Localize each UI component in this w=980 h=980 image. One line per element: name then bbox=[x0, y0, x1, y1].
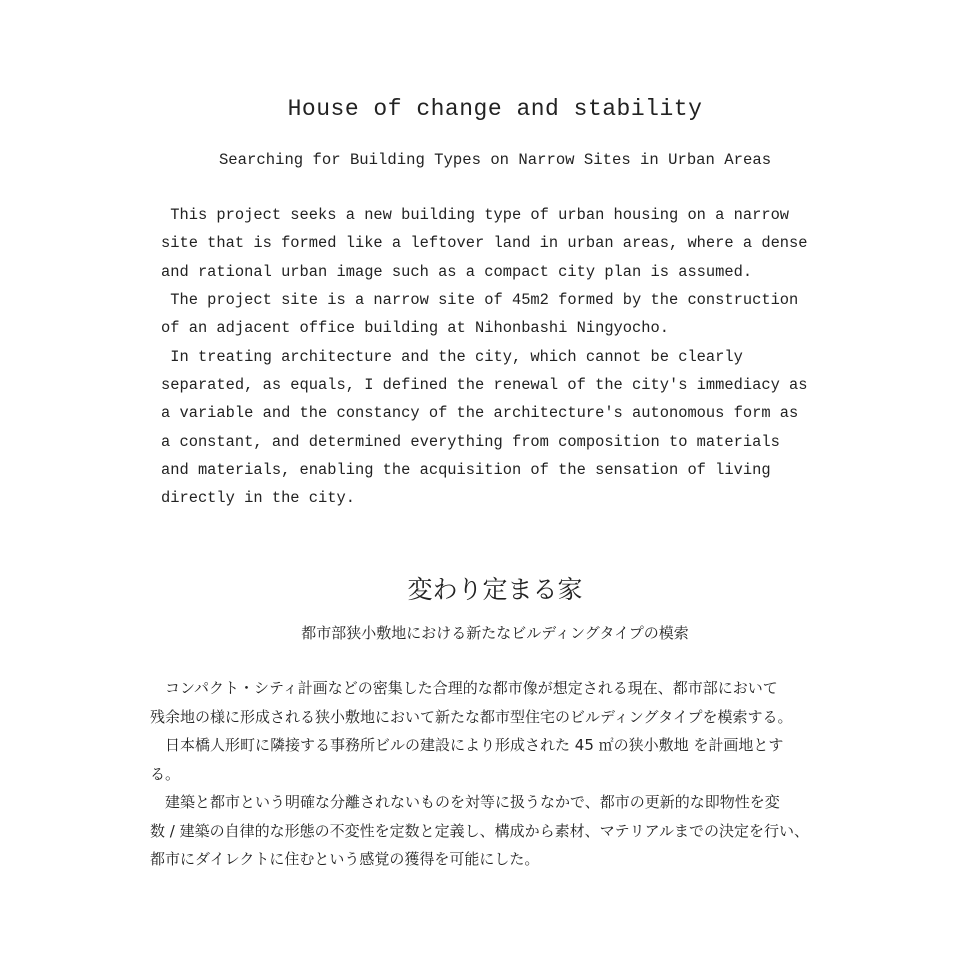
japanese-title: 変わり定まる家 bbox=[407, 575, 583, 604]
english-title: House of change and stability bbox=[287, 96, 703, 122]
english-subtitle: Searching for Building Types on Narrow Sites in Urban Areas bbox=[218, 151, 772, 169]
japanese-body-line: コンパクト・シティ計画などの密集した合理的な都市像が想定される現在、都市部において bbox=[150, 679, 778, 697]
english-body-line: a constant, and determined everything from composition to materials bbox=[161, 432, 780, 451]
english-body-line: a variable and the constancy of the architecture's autonomous form as bbox=[161, 404, 799, 423]
english-body-line: and rational urban image such as a compact city plan is assumed. bbox=[161, 262, 753, 281]
english-body-line: site that is formed like a leftover land in urban areas, where a dense bbox=[161, 234, 808, 253]
japanese-body bbox=[150, 674, 830, 874]
english-body-line: This project seeks a new building type of urban housing on a narrow bbox=[161, 206, 790, 224]
english-body bbox=[161, 201, 841, 513]
japanese-body-line: る。 bbox=[150, 764, 181, 783]
english-body-line: and materials, enabling the acquisition of the sensation of living bbox=[161, 461, 771, 480]
japanese-body-line: 数 / 建築の自律的な形態の不変性を定数と定義し、構成から素材、マテリアルまでの決定を行い、 bbox=[150, 821, 809, 840]
english-body-line: of an adjacent office building at Nihonbashi Ningyocho. bbox=[161, 319, 669, 338]
english-body-line: The project site is a narrow site of 45m2 formed by the construction bbox=[161, 291, 799, 310]
english-body-line: In treating architecture and the city, which cannot be clearly bbox=[161, 347, 743, 366]
japanese-body-line: 残余地の様に形成される狭小敷地において新たな都市型住宅のビルディングタイプを模索する。 bbox=[150, 707, 793, 726]
japanese-body-line: 都市にダイレクトに住むという感覚の獲得を可能にした。 bbox=[150, 850, 540, 868]
japanese-body-line: 建築と都市という明確な分離されないものを対等に扱うなかで、都市の更新的な即物性を変 bbox=[150, 793, 780, 811]
japanese-body-line: 日本橋人形町に隣接する事務所ビルの建設により形成された 45 ㎡の狭小敷地 を計画地とす bbox=[150, 736, 784, 754]
english-body-line: separated, as equals, I defined the renewal of the city's immediacy as bbox=[161, 376, 808, 395]
english-body-line: directly in the city. bbox=[161, 489, 355, 508]
japanese-subtitle: 都市部狭小敷地における新たなビルディングタイプの模索 bbox=[301, 624, 689, 642]
